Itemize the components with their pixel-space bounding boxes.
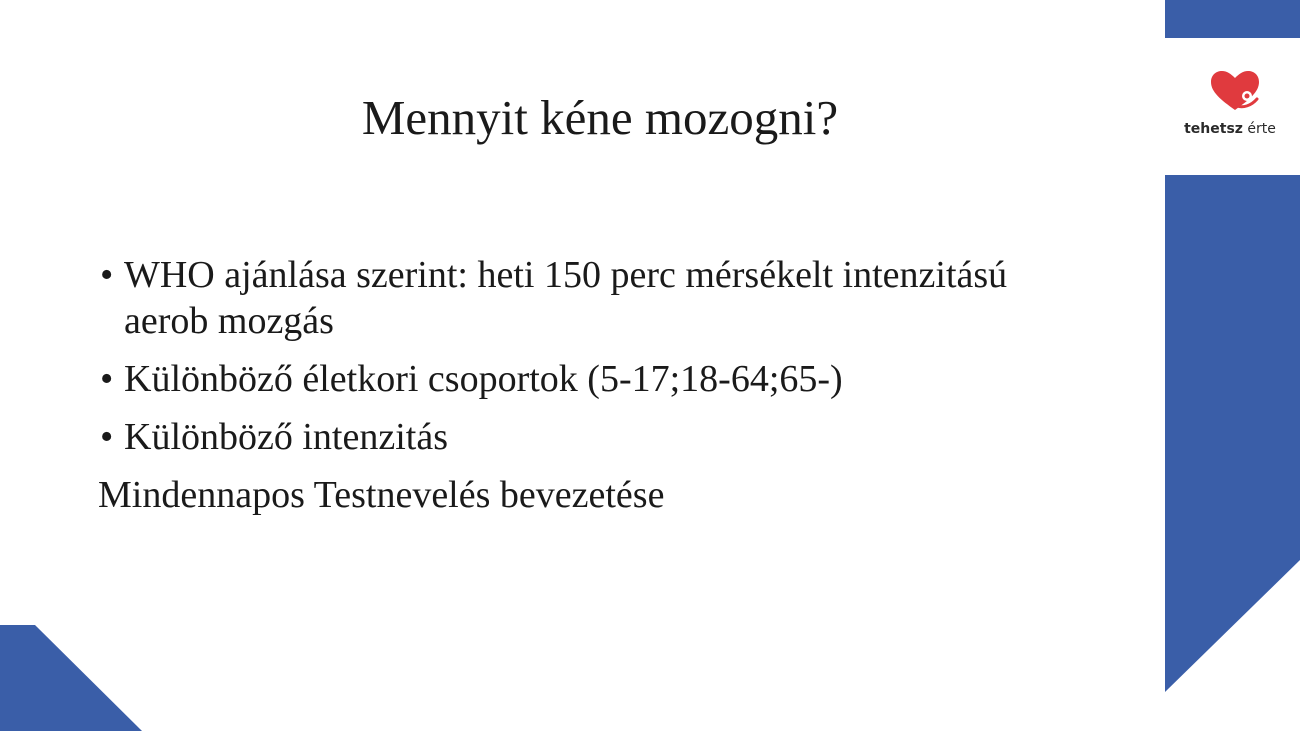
bullet-item [98,414,1098,460]
bullet-text: Különböző intenzitás [124,416,448,458]
bullet-marker: • [100,358,114,400]
plain-text-line: Mindennapos Testnevelés bevezetése [98,474,665,516]
bullet-item [98,252,1098,344]
bullet-marker: • [100,254,114,296]
slide-content [98,252,1098,518]
bullet-text: WHO ajánlása szerint: heti 150 perc mérsékelt intenzitású aerob mozgás [124,254,1008,342]
bullet-item [98,356,1098,402]
bullet-marker: • [100,416,114,458]
slide-title: Mennyit kéne mozogni? [361,90,839,145]
logo-word-erte: érte [1247,121,1276,137]
bullet-text: Különböző életkori csoportok (5-17;18-64;65-) [124,358,843,400]
logo-word-tehetsz: tehetsz [1184,121,1243,137]
